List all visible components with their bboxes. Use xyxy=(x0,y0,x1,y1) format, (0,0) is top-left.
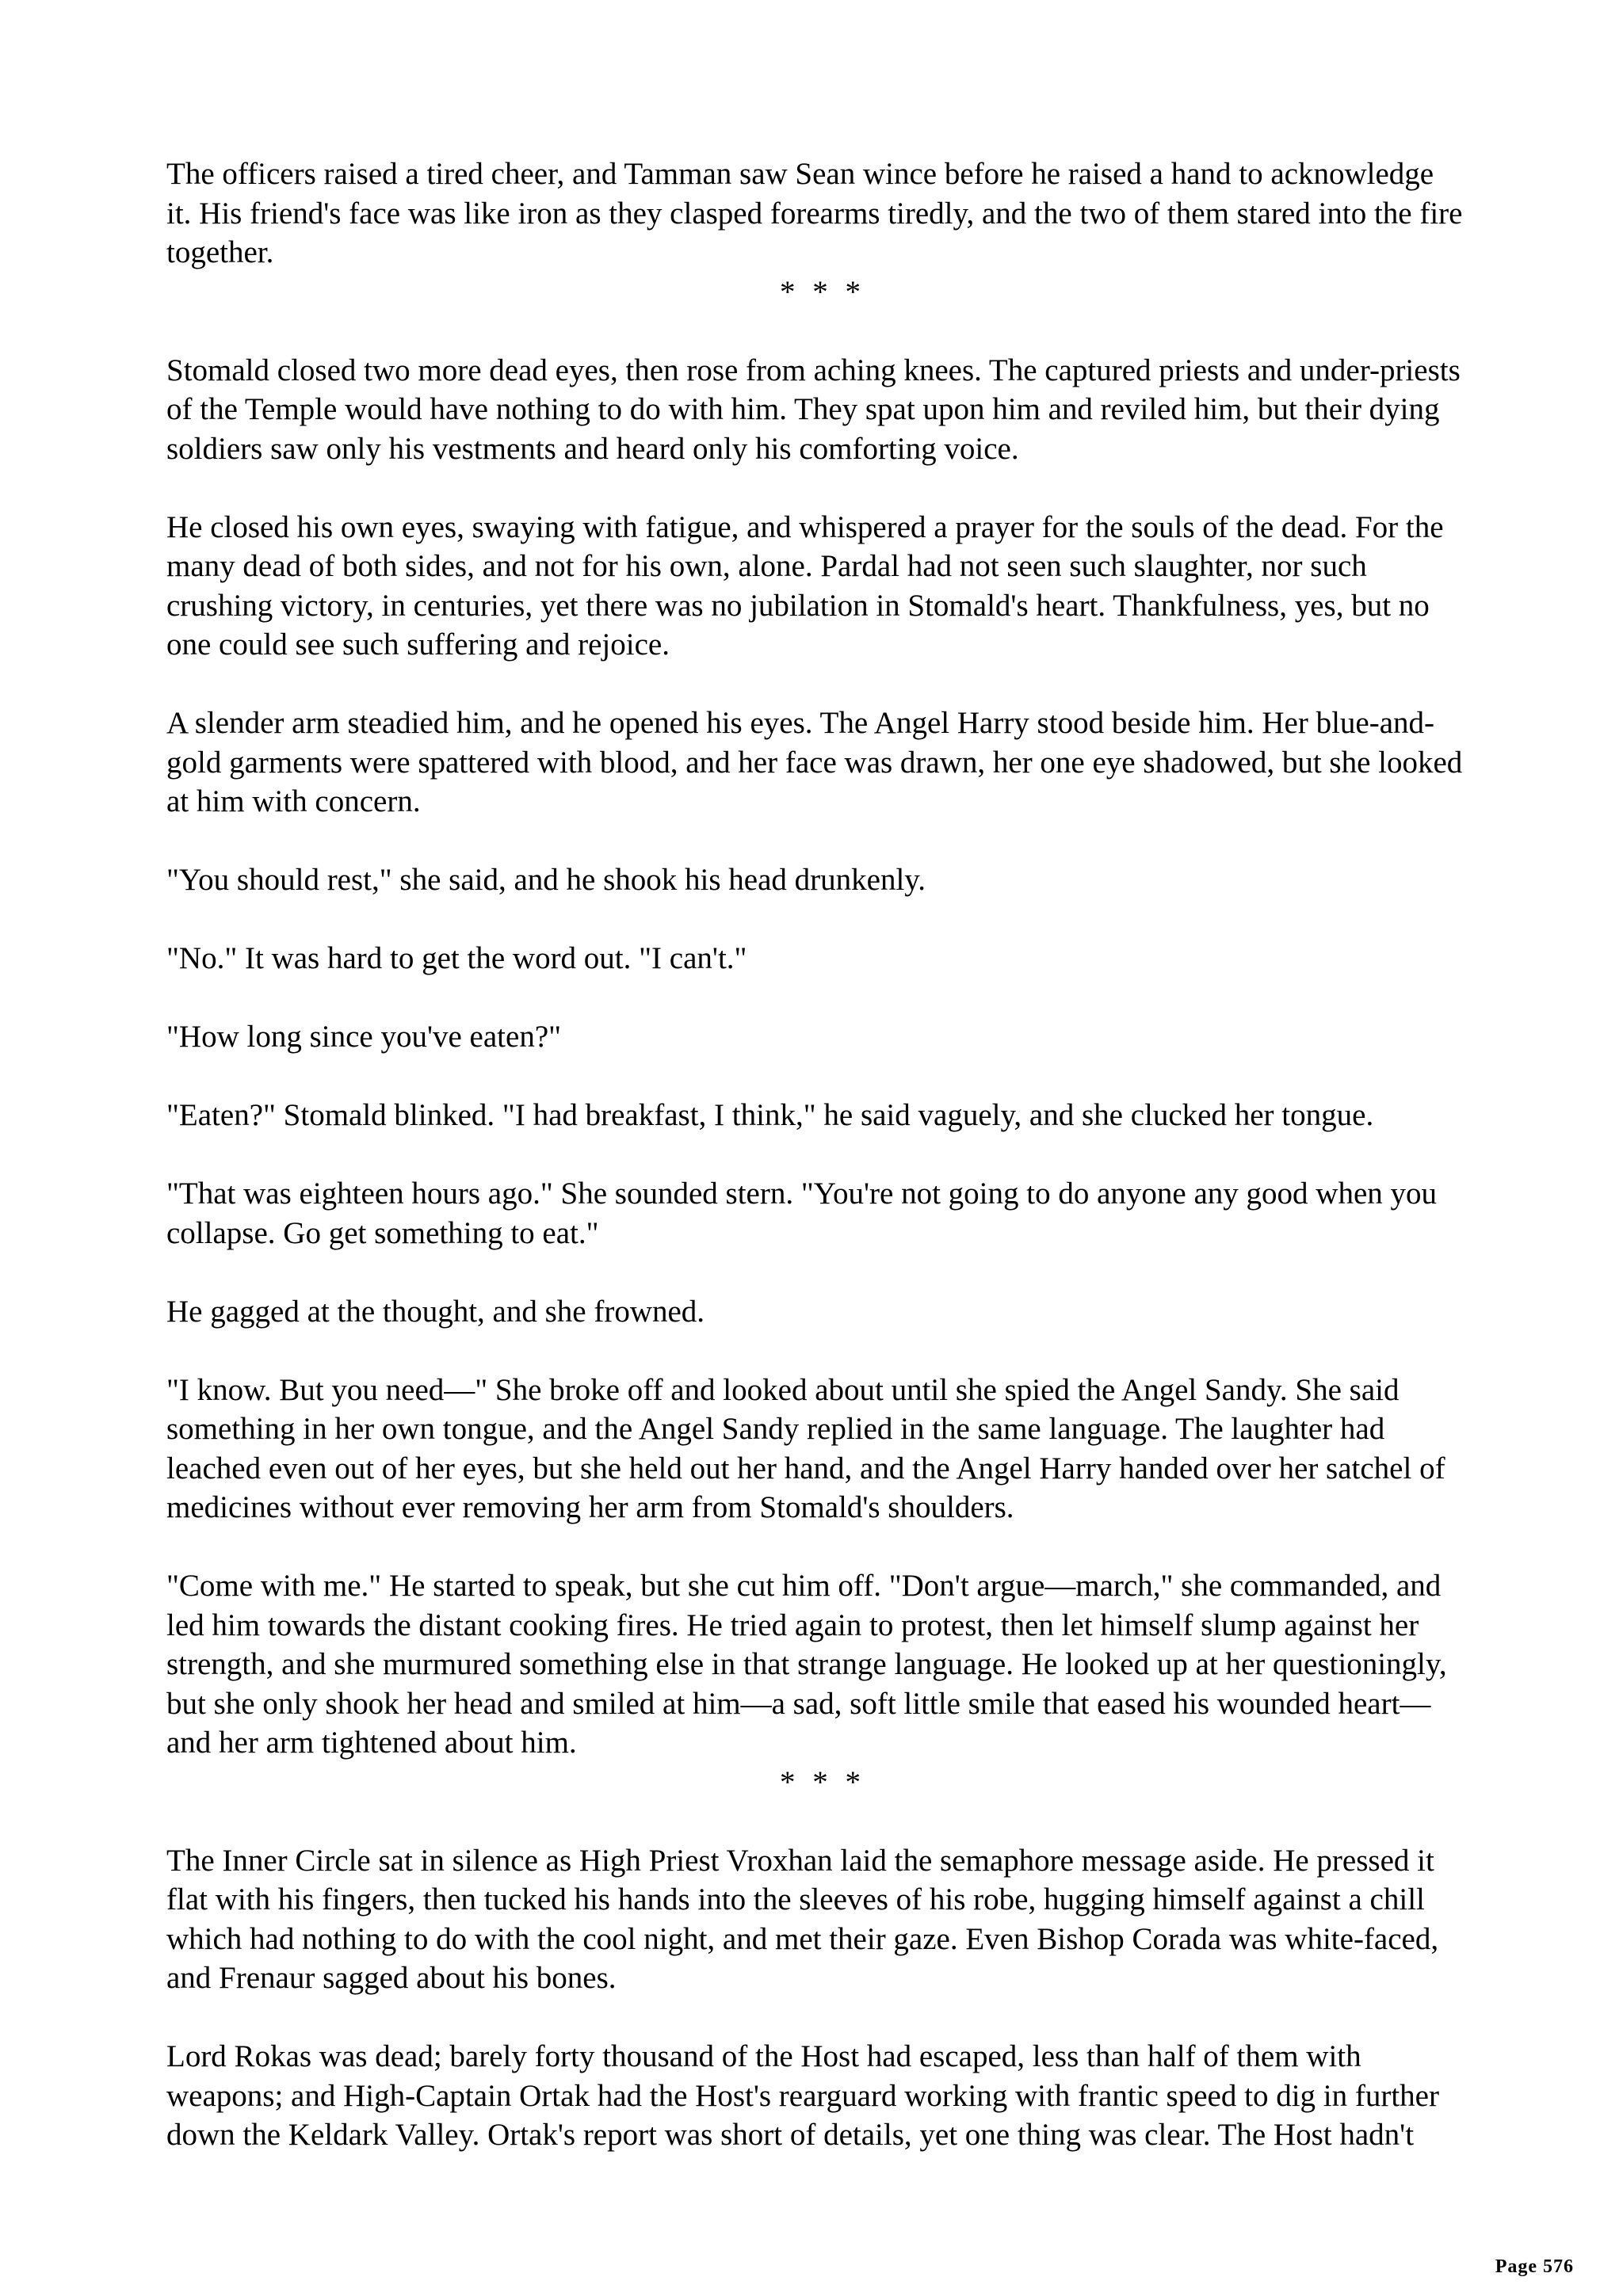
paragraph: A slender arm steadied him, and he opened his eyes. The Angel Harry stood beside him. Her blue-and-gold garments were spattered with blood, and her face was drawn, her one eye shadowed, but she looked at him with concern. xyxy=(166,706,1463,818)
paragraph: "You should rest," she said, and he shook his head drunkenly. xyxy=(166,863,926,897)
page-number: Page 576 xyxy=(1495,2256,1574,2277)
section-separator: * * * xyxy=(780,1764,865,1799)
paragraph: He gagged at the thought, and she frowned. xyxy=(166,1294,705,1329)
paragraph: "Eaten?" Stomald blinked. "I had breakfast, I think," he said vaguely, and she clucked her tongue. xyxy=(166,1098,1374,1132)
paragraph: "No." It was hard to get the word out. "I can't." xyxy=(166,941,747,975)
paragraph: "That was eighteen hours ago." She sounded stern. "You're not going to do anyone any good when you collapse. Go get something to eat." xyxy=(166,1177,1437,1250)
paragraph: Lord Rokas was dead; barely forty thousand of the Host had escaped, less than half of them with weapons; and High-Captain Ortak had the Host's rearguard working with frantic speed to dig in further down the Keldark Valley. Ortak's report was short of details, yet one thing was clear. The Host hadn't xyxy=(166,2039,1439,2152)
section-separator: * * * xyxy=(780,274,865,309)
document-body xyxy=(166,154,1466,2194)
paragraph: The officers raised a tired cheer, and Tamman saw Sean wince before he raised a hand to acknowledge it. His friend's face was like iron as they clasped forearms tiredly, and the two of them stared into the fire together. xyxy=(166,157,1463,269)
paragraph: The Inner Circle sat in silence as High Priest Vroxhan laid the semaphore message aside. He pressed it flat with his fingers, then tucked his hands into the sleeves of his robe, hugging himself against a chill which had nothing to do with the cool night, and met their gaze. Even Bishop Corada was white-faced, and Frenaur sagged about his bones. xyxy=(166,1843,1439,1995)
paragraph: Stomald closed two more dead eyes, then rose from aching knees. The captured priests and under-priests of the Temple would have nothing to do with him. They spat upon him and reviled him, but their dying soldiers saw only his vestments and heard only his comforting voice. xyxy=(166,353,1461,466)
paragraph: "How long since you've eaten?" xyxy=(166,1020,562,1054)
paragraph: "I know. But you need—" She broke off and looked about until she spied the Angel Sandy. She said something in her own tongue, and the Angel Sandy replied in the same language. The laughter had leached even out of her eyes, but she held out her hand, and the Angel Harry handed over her satchel of medicines without ever removing her arm from Stomald's shoulders. xyxy=(166,1372,1445,1524)
paragraph: He closed his own eyes, swaying with fatigue, and whispered a prayer for the souls of the dead. For the many dead of both sides, and not for his own, alone. Pardal had not seen such slaughter, nor such crushing victory, in centuries, yet there was no jubilation in Stomald's heart. Thankfulness, yes, but no one could see such suffering and rejoice. xyxy=(166,509,1444,662)
paragraph: "Come with me." He started to speak, but she cut him off. "Don't argue—march," she commanded, and led him towards the distant cooking fires. He tried again to protest, then let himself slump against her strength, and she murmured something else in that strange language. He looked up at her questioningly, but she only shook her head and smiled at him—a sad, soft little smile that eased his wounded heart—and her arm tightened about him. xyxy=(166,1569,1447,1760)
